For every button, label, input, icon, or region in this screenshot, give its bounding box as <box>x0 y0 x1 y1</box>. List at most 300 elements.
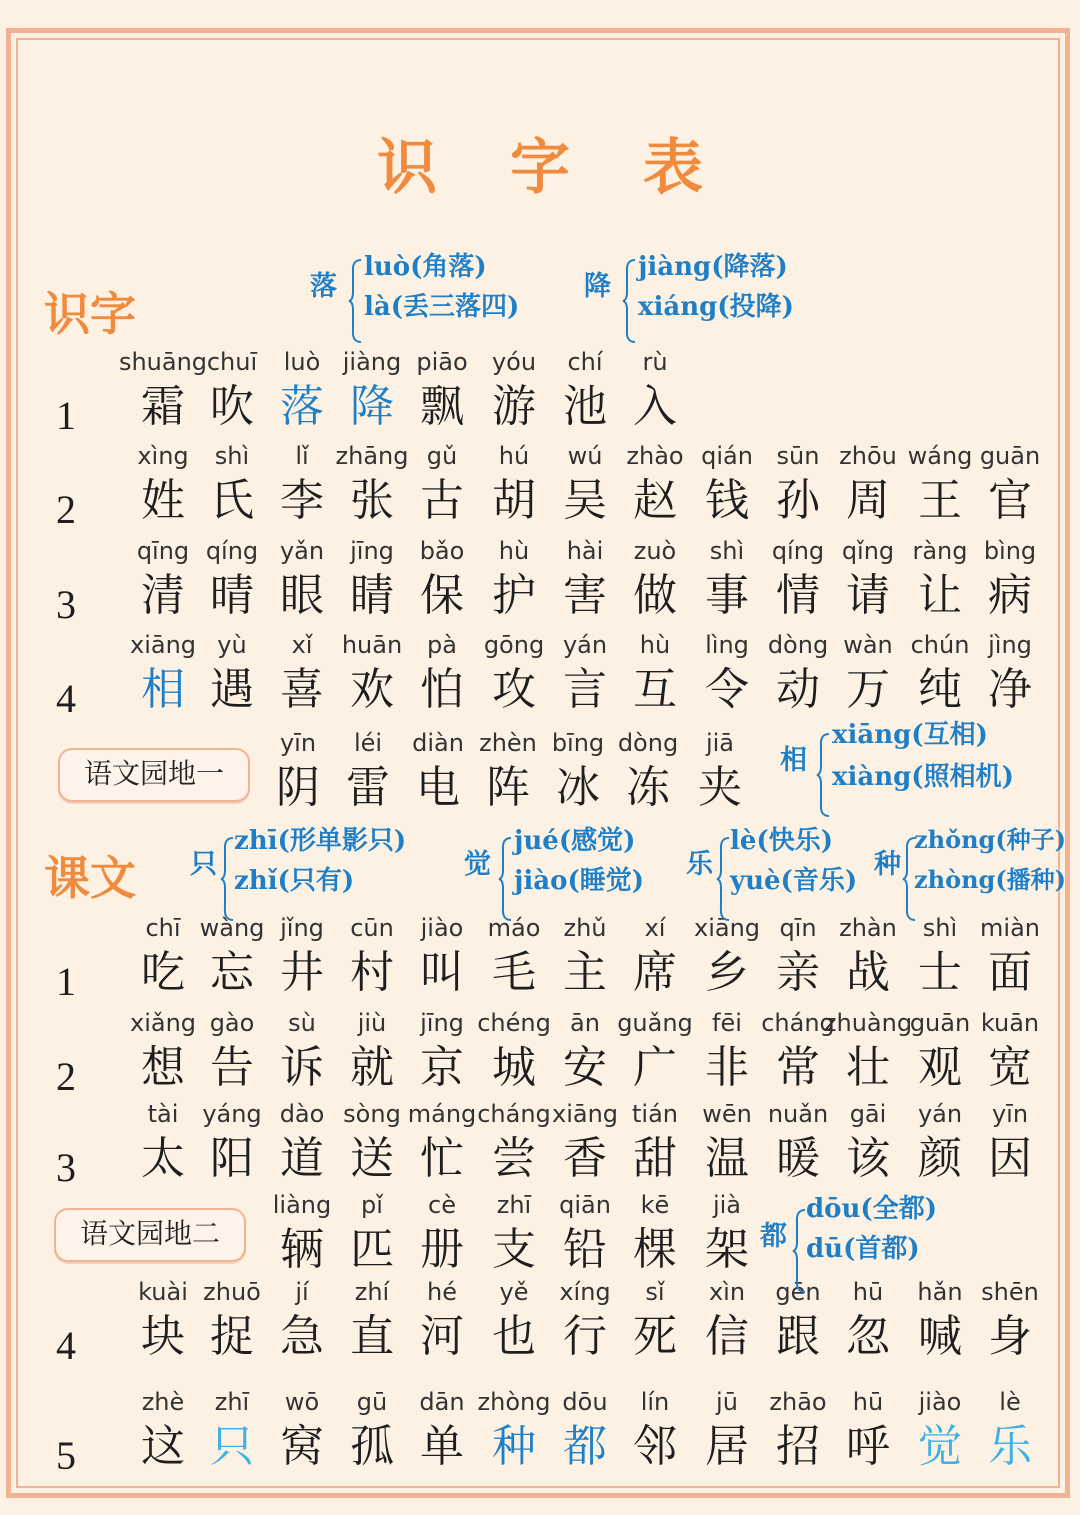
pinyin: gǔ <box>426 442 458 470</box>
pinyin: wō <box>284 1388 320 1416</box>
hanzi: 晴 <box>210 570 254 621</box>
character-cell <box>970 1100 1050 1190</box>
polyphone-head: 觉 <box>464 849 491 880</box>
pinyin: lǐ <box>295 442 309 470</box>
pinyin: hū <box>852 1388 884 1416</box>
pinyin: chéng <box>477 1009 551 1037</box>
character-cell <box>680 729 760 819</box>
hanzi: 城 <box>492 1042 536 1093</box>
hanzi: 害 <box>563 570 607 621</box>
polyphone-reading-2: zhǐ(只有) <box>234 866 355 896</box>
pinyin: pǐ <box>361 1191 383 1219</box>
polyphone-reading-2: dū(首都) <box>806 1234 920 1264</box>
pinyin: luò <box>283 348 321 376</box>
polyphone-head: 相 <box>780 745 807 776</box>
pinyin: gāi <box>849 1100 887 1128</box>
pinyin: jīng <box>420 1009 464 1037</box>
polyphone-reading-1: xiāng(互相) <box>832 720 988 750</box>
hanzi: 孤 <box>350 1421 394 1472</box>
polyphone-reading-2: yuè(音乐) <box>730 866 858 896</box>
hanzi: 铅 <box>563 1224 607 1275</box>
pinyin: zhào <box>626 442 684 470</box>
hanzi: 块 <box>141 1311 185 1362</box>
hanzi: 辆 <box>280 1224 324 1275</box>
hanzi: 窝 <box>280 1421 324 1472</box>
pinyin: zhè <box>141 1388 185 1416</box>
pinyin: lè <box>999 1388 1021 1416</box>
pinyin: yīn <box>991 1100 1029 1128</box>
hanzi: 吹 <box>210 381 254 432</box>
pinyin: gōng <box>483 631 545 659</box>
pinyin: rù <box>642 348 668 376</box>
polyphone-reading-1: jiàng(降落) <box>638 252 788 282</box>
hanzi: 张 <box>350 475 394 526</box>
pinyin: xiāng <box>129 631 197 659</box>
hanzi: 赵 <box>633 475 677 526</box>
pinyin: zhōu <box>839 442 897 470</box>
pinyin: cháng <box>761 1009 835 1037</box>
character-row <box>0 348 1080 438</box>
pinyin: jí <box>295 1278 309 1306</box>
pinyin: dōu <box>562 1388 608 1416</box>
hanzi: 忙 <box>420 1133 464 1184</box>
hanzi: 冻 <box>626 762 670 813</box>
hanzi: 护 <box>492 570 536 621</box>
pinyin: shì <box>214 442 250 470</box>
pinyin: huān <box>341 631 403 659</box>
character-row <box>0 914 1080 1004</box>
hanzi: 怕 <box>420 664 464 715</box>
hanzi: 胡 <box>492 475 536 526</box>
hanzi: 安 <box>563 1042 607 1093</box>
polyphone-reading-1: zhī(形单影只) <box>234 826 407 856</box>
hanzi: 架 <box>705 1224 749 1275</box>
pinyin: yáng <box>202 1100 262 1128</box>
hanzi: 姓 <box>141 475 185 526</box>
hanzi: 官 <box>988 475 1032 526</box>
hanzi: 居 <box>705 1421 749 1472</box>
pinyin: jiào <box>420 914 464 942</box>
section-title-kewen: 课文 <box>44 851 136 905</box>
hanzi: 阴 <box>276 762 320 813</box>
row-number: 3 <box>56 582 76 627</box>
hanzi: 情 <box>776 570 820 621</box>
pinyin: miàn <box>980 914 1040 942</box>
polyphone-head: 种 <box>874 849 901 880</box>
pinyin: fēi <box>712 1009 742 1037</box>
polyphone-reading-2: xiáng(投降) <box>638 292 794 322</box>
hanzi: 净 <box>988 664 1032 715</box>
hanzi: 相 <box>141 664 185 715</box>
hanzi: 霜 <box>141 381 185 432</box>
hanzi: 周 <box>846 475 890 526</box>
pinyin: nuǎn <box>767 1100 829 1128</box>
hanzi: 氏 <box>210 475 254 526</box>
pinyin: liàng <box>272 1191 332 1219</box>
hanzi: 面 <box>988 947 1032 998</box>
hanzi: 阳 <box>210 1133 254 1184</box>
pinyin: chī <box>145 914 181 942</box>
polyphone-reading-2: zhòng(播种) <box>914 865 1067 894</box>
hanzi: 喊 <box>918 1311 962 1362</box>
hanzi: 战 <box>846 947 890 998</box>
pinyin: yán <box>562 631 608 659</box>
pinyin: máo <box>487 914 541 942</box>
pinyin: hé <box>427 1278 457 1306</box>
character-row <box>0 1388 1080 1478</box>
hanzi: 入 <box>633 381 677 432</box>
row-number: 4 <box>56 1323 76 1368</box>
hanzi: 邻 <box>633 1421 677 1472</box>
hanzi: 因 <box>988 1133 1032 1184</box>
pinyin: zhòng <box>477 1388 551 1416</box>
hanzi: 死 <box>633 1311 677 1362</box>
pinyin: zuò <box>633 537 677 565</box>
hanzi: 村 <box>350 947 394 998</box>
hanzi: 席 <box>633 947 677 998</box>
pinyin: sòng <box>343 1100 401 1128</box>
pinyin: diàn <box>412 729 464 757</box>
pinyin: qǐng <box>841 537 895 565</box>
brace-icon <box>498 836 512 922</box>
character-cell <box>970 442 1050 532</box>
hanzi: 册 <box>420 1224 464 1275</box>
character-row <box>0 631 1080 721</box>
pinyin: pà <box>427 631 457 659</box>
character-cell <box>615 348 695 438</box>
hanzi: 动 <box>776 664 820 715</box>
pinyin: sù <box>288 1009 316 1037</box>
character-cell <box>970 537 1050 627</box>
polyphone-head: 只 <box>190 849 217 880</box>
hanzi: 纯 <box>918 664 962 715</box>
character-row <box>0 1009 1080 1099</box>
hanzi: 亲 <box>776 947 820 998</box>
pinyin: máng <box>407 1100 477 1128</box>
pinyin: xìn <box>708 1278 746 1306</box>
hanzi: 眼 <box>280 570 324 621</box>
row-number: 1 <box>56 393 76 438</box>
hanzi: 孙 <box>776 475 820 526</box>
hanzi: 叫 <box>420 947 464 998</box>
pinyin: qīng <box>136 537 190 565</box>
hanzi: 万 <box>846 664 890 715</box>
hanzi: 降 <box>350 381 394 432</box>
polyphone-head: 都 <box>760 1221 787 1252</box>
pinyin: léi <box>353 729 383 757</box>
garden-two-label: 语文园地二 <box>54 1208 246 1262</box>
pinyin: chuī <box>206 348 258 376</box>
pinyin: hū <box>852 1278 884 1306</box>
hanzi: 告 <box>210 1042 254 1093</box>
pinyin: zhǔ <box>563 914 607 942</box>
hanzi: 病 <box>988 570 1032 621</box>
pinyin: zhāng <box>335 442 409 470</box>
pinyin: kē <box>640 1191 670 1219</box>
pinyin: kuài <box>138 1278 188 1306</box>
hanzi: 言 <box>563 664 607 715</box>
brace-icon <box>348 258 362 344</box>
pinyin: bìng <box>983 537 1037 565</box>
garden-one-label: 语文园地一 <box>58 748 250 802</box>
pinyin: dān <box>419 1388 465 1416</box>
pinyin: wú <box>567 442 603 470</box>
pinyin: qíng <box>771 537 825 565</box>
hanzi: 急 <box>280 1311 324 1362</box>
pinyin: qiān <box>559 1191 611 1219</box>
pinyin: wàn <box>843 631 893 659</box>
pinyin: hú <box>498 442 530 470</box>
polyphone-reading-1: luò(角落) <box>364 252 487 282</box>
pinyin: qīn <box>779 914 817 942</box>
hanzi: 士 <box>918 947 962 998</box>
pinyin: xíng <box>559 1278 611 1306</box>
pinyin: wáng <box>907 442 973 470</box>
pinyin: shì <box>922 914 958 942</box>
hanzi: 钱 <box>705 475 749 526</box>
pinyin: bīng <box>551 729 605 757</box>
hanzi: 令 <box>705 664 749 715</box>
row-number: 4 <box>56 676 76 721</box>
pinyin: lìng <box>705 631 749 659</box>
row-number: 2 <box>56 487 76 532</box>
hanzi: 忘 <box>210 947 254 998</box>
hanzi: 道 <box>280 1133 324 1184</box>
hanzi: 让 <box>918 570 962 621</box>
pinyin: ān <box>570 1009 600 1037</box>
pinyin: zhī <box>496 1191 532 1219</box>
pinyin: xiāng <box>693 914 761 942</box>
pinyin: sǐ <box>645 1278 665 1306</box>
row-number: 3 <box>56 1145 76 1190</box>
hanzi: 非 <box>705 1042 749 1093</box>
hanzi: 呼 <box>846 1421 890 1472</box>
pinyin: zhèn <box>479 729 537 757</box>
polyphone-head: 落 <box>310 271 337 302</box>
pinyin: xiǎng <box>129 1009 197 1037</box>
hanzi: 阵 <box>486 762 530 813</box>
hanzi: 事 <box>705 570 749 621</box>
hanzi: 池 <box>563 381 607 432</box>
hanzi: 保 <box>420 570 464 621</box>
hanzi: 互 <box>633 664 677 715</box>
hanzi: 都 <box>563 1421 607 1472</box>
pinyin: yù <box>217 631 247 659</box>
pinyin: shì <box>709 537 745 565</box>
hanzi: 喜 <box>280 664 324 715</box>
brace-icon <box>816 732 830 818</box>
pinyin: zhí <box>354 1278 390 1306</box>
pinyin: guān <box>909 1009 971 1037</box>
character-cell <box>687 1191 767 1281</box>
pinyin: jīng <box>350 537 394 565</box>
hanzi: 颜 <box>918 1133 962 1184</box>
hanzi: 主 <box>563 947 607 998</box>
hanzi: 观 <box>918 1042 962 1093</box>
brace-icon <box>622 258 636 344</box>
hanzi: 身 <box>988 1311 1032 1362</box>
pinyin: shēn <box>981 1278 1039 1306</box>
pinyin: sūn <box>776 442 820 470</box>
hanzi: 遇 <box>210 664 254 715</box>
page-title: 识 字 表 <box>377 133 729 203</box>
pinyin: hài <box>566 537 604 565</box>
pinyin: gū <box>356 1388 388 1416</box>
hanzi: 古 <box>420 475 464 526</box>
pinyin: yě <box>499 1278 529 1306</box>
pinyin: tián <box>632 1100 678 1128</box>
pinyin: wàng <box>199 914 265 942</box>
pinyin: yán <box>917 1100 963 1128</box>
pinyin: hù <box>498 537 530 565</box>
hanzi: 只 <box>210 1421 254 1472</box>
hanzi: 送 <box>350 1133 394 1184</box>
pinyin: bǎo <box>419 537 465 565</box>
hanzi: 就 <box>350 1042 394 1093</box>
hanzi: 壮 <box>846 1042 890 1093</box>
row-number: 2 <box>56 1054 76 1099</box>
hanzi: 匹 <box>350 1224 394 1275</box>
pinyin: dòng <box>617 729 679 757</box>
hanzi: 电 <box>416 762 460 813</box>
pinyin: xǐ <box>291 631 313 659</box>
hanzi: 该 <box>846 1133 890 1184</box>
pinyin: cūn <box>350 914 394 942</box>
character-row <box>0 1100 1080 1190</box>
pinyin: guǎng <box>617 1009 693 1037</box>
pinyin: jiā <box>705 729 735 757</box>
hanzi: 王 <box>918 475 962 526</box>
hanzi: 捉 <box>210 1311 254 1362</box>
hanzi: 京 <box>420 1042 464 1093</box>
hanzi: 招 <box>776 1421 820 1472</box>
hanzi: 乡 <box>705 947 749 998</box>
polyphone-reading-2: xiàng(照相机) <box>832 762 1014 792</box>
brace-icon <box>716 836 730 922</box>
hanzi: 夹 <box>698 762 742 813</box>
pinyin: chí <box>567 348 603 376</box>
hanzi: 太 <box>141 1133 185 1184</box>
hanzi: 宽 <box>988 1042 1032 1093</box>
hanzi: 睛 <box>350 570 394 621</box>
hanzi: 棵 <box>633 1224 677 1275</box>
pinyin: gào <box>209 1009 255 1037</box>
pinyin: dào <box>279 1100 325 1128</box>
pinyin: jǐng <box>280 914 324 942</box>
pinyin: wēn <box>702 1100 752 1128</box>
hanzi: 李 <box>280 475 324 526</box>
pinyin: qíng <box>205 537 259 565</box>
character-cell <box>970 1009 1050 1099</box>
pinyin: guān <box>979 442 1041 470</box>
pinyin: kuān <box>980 1009 1040 1037</box>
hanzi: 温 <box>705 1133 749 1184</box>
pinyin: jià <box>712 1191 742 1219</box>
pinyin: hù <box>639 631 671 659</box>
brace-icon <box>792 1208 806 1294</box>
pinyin: jū <box>716 1388 738 1416</box>
hanzi: 攻 <box>492 664 536 715</box>
pinyin: jiàng <box>342 348 402 376</box>
pinyin: tài <box>147 1100 179 1128</box>
character-cell <box>970 1278 1050 1368</box>
section-title-shizi: 识字 <box>44 287 136 341</box>
pinyin: zhuō <box>203 1278 261 1306</box>
hanzi: 跟 <box>776 1311 820 1362</box>
pinyin: zhàn <box>839 914 897 942</box>
pinyin: zhuàng <box>823 1009 913 1037</box>
hanzi: 信 <box>705 1311 749 1362</box>
pinyin: chún <box>910 631 970 659</box>
hanzi: 忽 <box>846 1311 890 1362</box>
hanzi: 毛 <box>492 947 536 998</box>
row-number: 5 <box>56 1433 76 1478</box>
pinyin: xìng <box>137 442 189 470</box>
pinyin: yóu <box>491 348 537 376</box>
character-row <box>0 537 1080 627</box>
pinyin: piāo <box>416 348 468 376</box>
hanzi: 井 <box>280 947 324 998</box>
polyphone-reading-1: zhǒng(种子) <box>914 825 1067 854</box>
hanzi: 行 <box>563 1311 607 1362</box>
pinyin: yīn <box>279 729 317 757</box>
pinyin: gēn <box>775 1278 821 1306</box>
pinyin: xí <box>644 914 666 942</box>
hanzi: 觉 <box>918 1421 962 1472</box>
pinyin: yǎn <box>279 537 325 565</box>
row-number: 1 <box>56 959 76 1004</box>
pinyin: xiāng <box>551 1100 619 1128</box>
hanzi: 做 <box>633 570 677 621</box>
hanzi: 冰 <box>556 762 600 813</box>
pinyin: qián <box>701 442 753 470</box>
hanzi: 暖 <box>776 1133 820 1184</box>
pinyin: cè <box>428 1191 456 1219</box>
hanzi: 尝 <box>492 1133 536 1184</box>
hanzi: 甜 <box>633 1133 677 1184</box>
pinyin: jiào <box>918 1388 962 1416</box>
brace-icon <box>220 836 234 922</box>
hanzi: 想 <box>141 1042 185 1093</box>
hanzi: 也 <box>492 1311 536 1362</box>
character-cell <box>970 914 1050 1004</box>
pinyin: zhāo <box>769 1388 827 1416</box>
hanzi: 游 <box>492 381 536 432</box>
hanzi: 诉 <box>280 1042 324 1093</box>
hanzi: 常 <box>776 1042 820 1093</box>
hanzi: 河 <box>420 1311 464 1362</box>
hanzi: 支 <box>492 1224 536 1275</box>
hanzi: 请 <box>846 570 890 621</box>
polyphone-head: 降 <box>584 271 611 302</box>
polyphone-reading-1: dōu(全都) <box>806 1194 938 1224</box>
hanzi: 香 <box>563 1133 607 1184</box>
pinyin: shuāng <box>118 348 208 376</box>
character-cell <box>970 1388 1050 1478</box>
hanzi: 广 <box>633 1042 677 1093</box>
hanzi: 飘 <box>420 381 464 432</box>
polyphone-reading-1: lè(快乐) <box>730 826 834 856</box>
polyphone-head: 乐 <box>686 849 713 880</box>
polyphone-reading-1: jué(感觉) <box>514 826 636 856</box>
pinyin: lín <box>640 1388 670 1416</box>
hanzi: 这 <box>141 1421 185 1472</box>
hanzi: 落 <box>280 381 324 432</box>
polyphone-reading-2: là(丢三落四) <box>364 292 520 322</box>
character-row <box>0 442 1080 532</box>
hanzi: 清 <box>141 570 185 621</box>
pinyin: zhī <box>214 1388 250 1416</box>
